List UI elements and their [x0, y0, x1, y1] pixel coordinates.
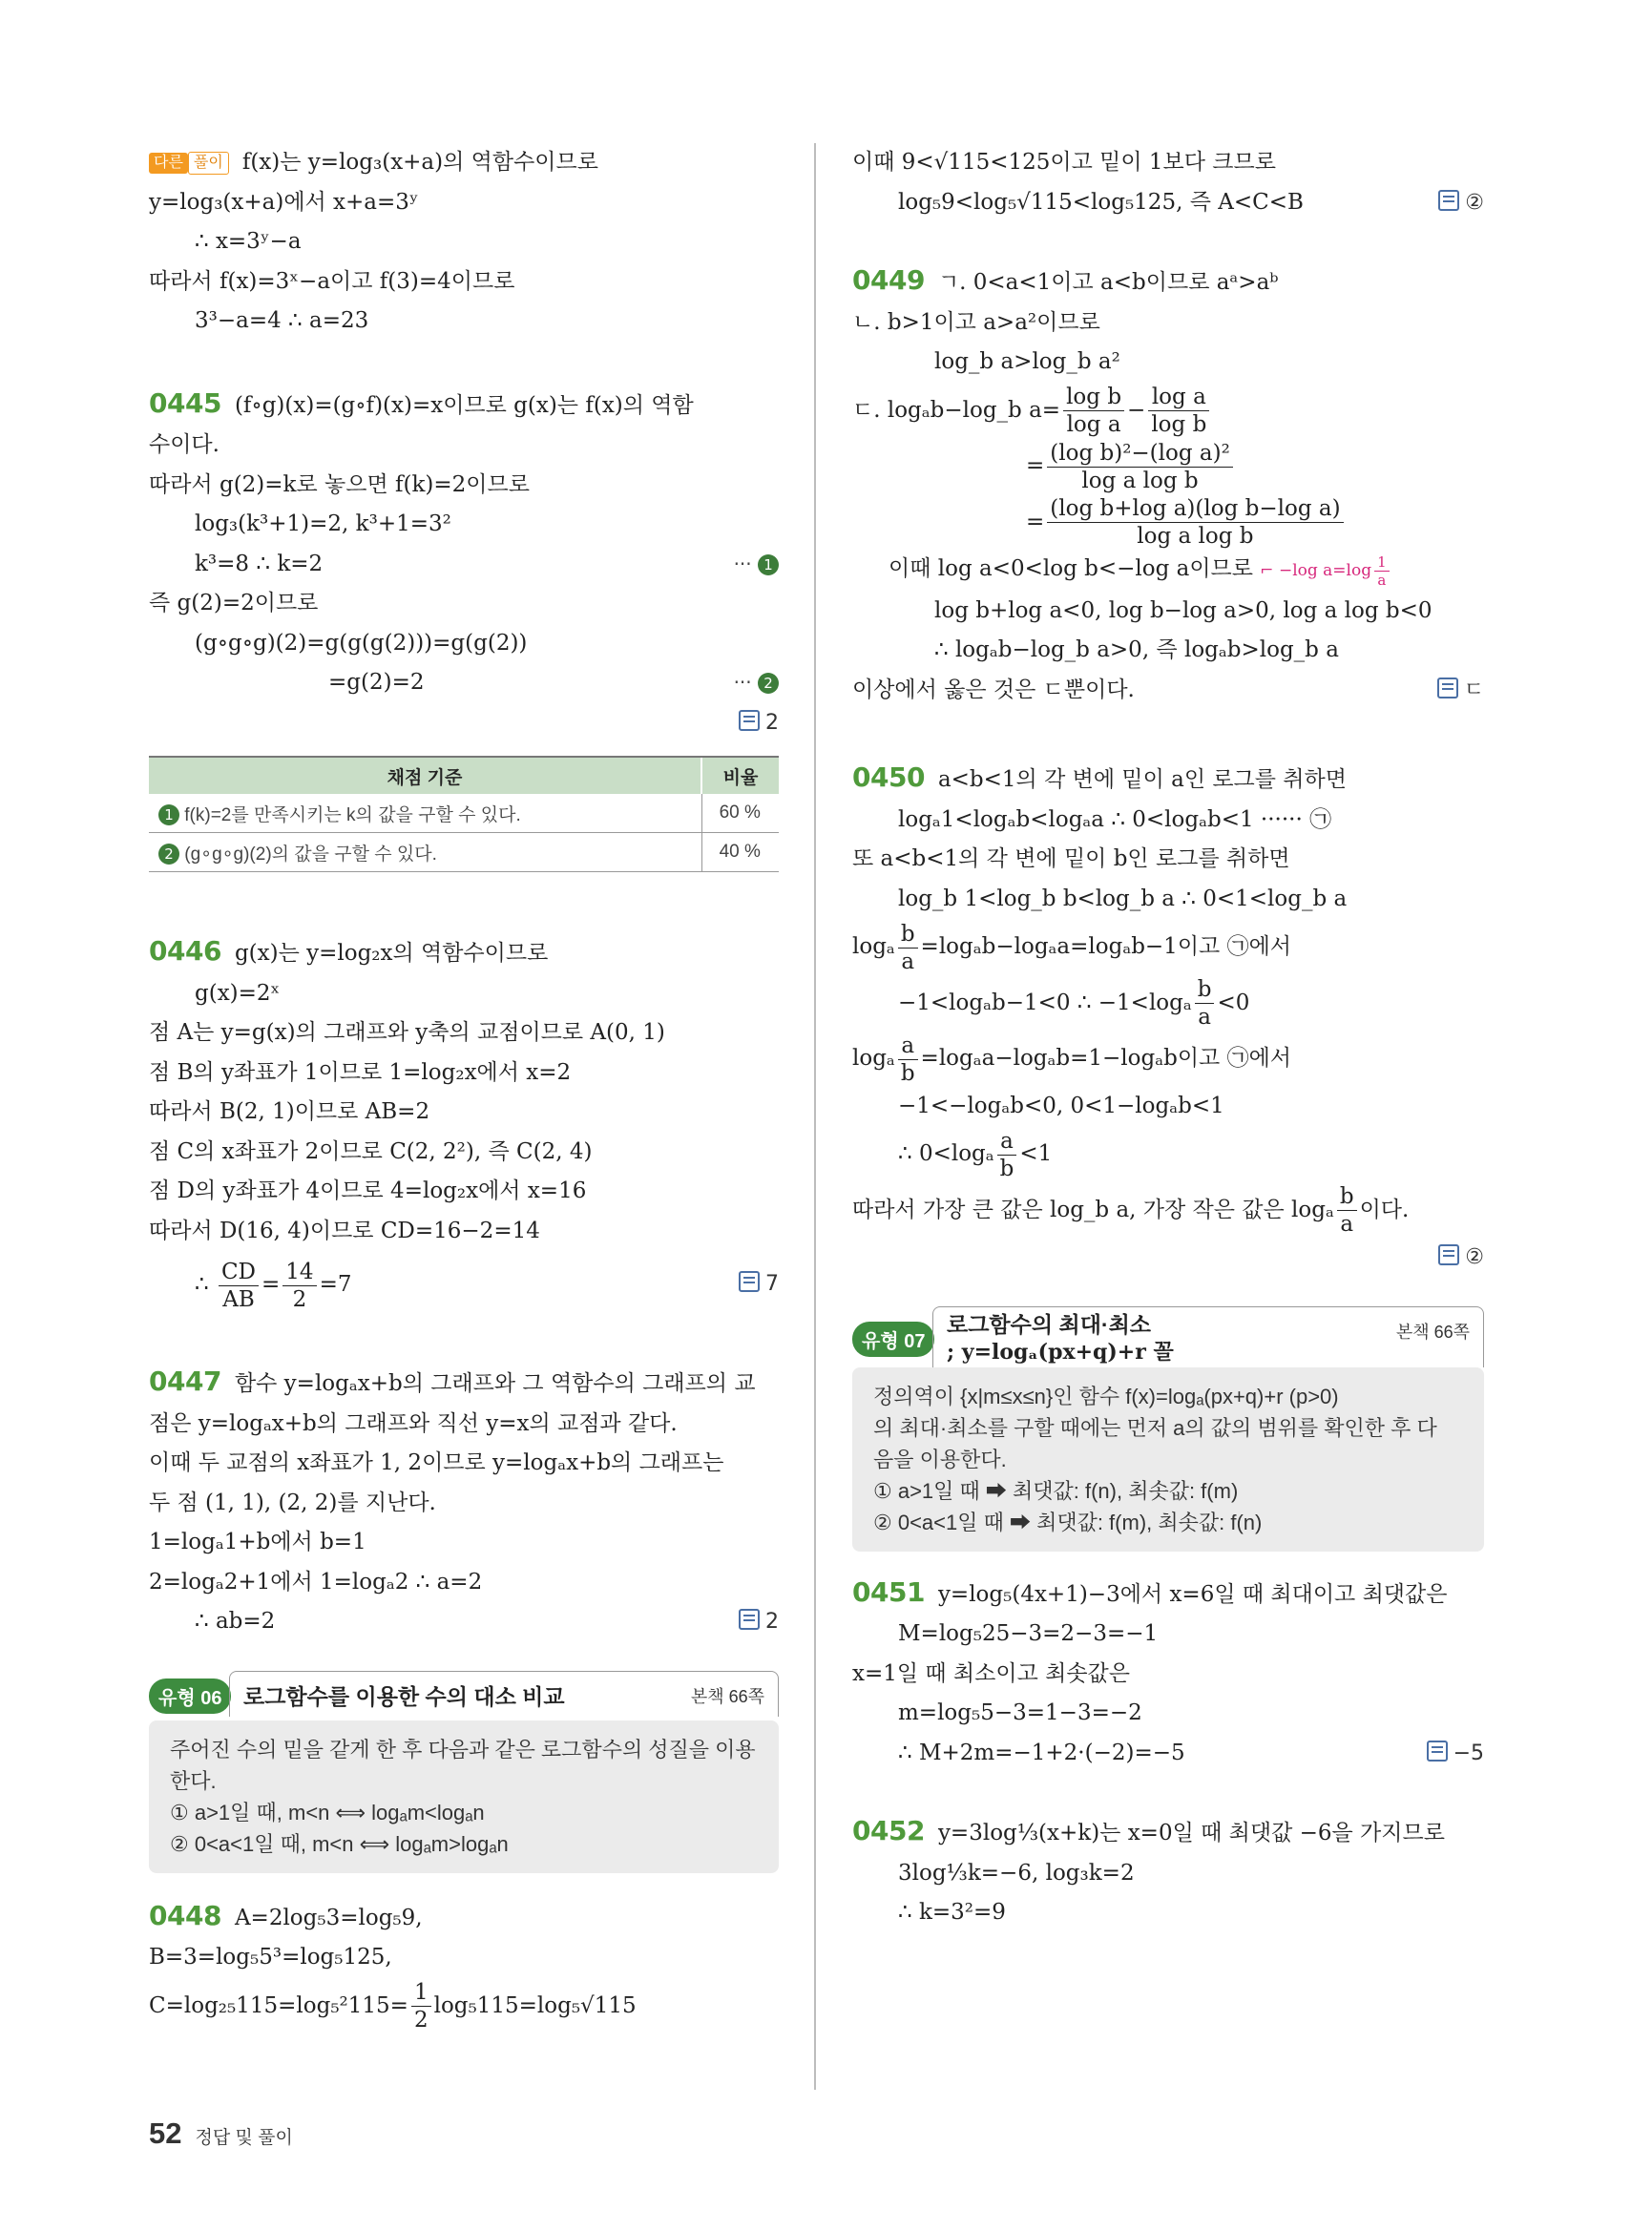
solution-line: 2=logₐ2+1에서 1=logₐ2 ∴ a=2: [149, 1569, 483, 1595]
solution-line: logₐ $\frac{b}{a}$ =logₐb−logₐa=logₐb−1이고 ㉠에서: [852, 921, 1292, 974]
type-07-summary: 정의역이 {x|m≤x≤n}인 함수 f(x)=logₐ(px+q)+r (p>0) 의 최대·최소를 구할 때에는 먼저 a의 값의 범위를 확인한 후 다 음을 이용한다. ① a>1일 때 ➡ 최댓값: f(n), 최솟값: f(m) ② 0<a<1일 때 ➡ 최댓값: f(m), 최솟값: f(n): [852, 1367, 1484, 1552]
solution-line: 따라서 가장 큰 값은 log_b a, 가장 작은 값은 logₐ $\frac{b}{a}$ 이다.: [852, 1184, 1410, 1237]
fraction: $\frac{\text{(log b+log a)(log b−log a)}}{\text{log a log b}}$: [1047, 495, 1343, 550]
problem-0447: 0447 함수 y=logₐx+b의 그래프와 그 역함수의 그래프의 교: [149, 1366, 756, 1397]
alt-tag: 다른: [149, 153, 188, 174]
type-pill: 유형 07: [852, 1322, 934, 1357]
solution-line: 3log⅓k=−6, log₃k=2: [898, 1860, 1135, 1886]
answer-icon: [739, 1271, 760, 1292]
problem-0450: 0450 a<b<1의 각 변에 밑이 a인 로그를 취하면: [852, 761, 1347, 793]
solution-line: log₅9<log₅√115<log₅125, 즉 A<C<B ②: [852, 183, 1484, 223]
score-header-ratio: 비율: [701, 757, 779, 794]
solution-line: 수이다.: [149, 432, 220, 457]
answer-icon: [1427, 1741, 1448, 1762]
answer-badge: 7: [739, 1251, 779, 1318]
step-marker-1: ··· 1: [734, 545, 779, 585]
solution-line: 점 D의 y좌표가 4이므로 4=log₂x에서 x=16: [149, 1178, 587, 1203]
solution-line: 점 C의 x좌표가 2이므로 C(2, 2²), 즉 C(2, 4): [149, 1138, 593, 1164]
type-06-header: [149, 1671, 779, 1720]
solution-line: 이때 두 교점의 x좌표가 1, 2이므로 y=logₐx+b의 그래프는: [149, 1450, 724, 1475]
right-column: [852, 143, 1484, 1933]
side-note: ⌐ −log a=log $\frac{1}{a}$: [1260, 561, 1391, 580]
solution-line: 점 B의 y좌표가 1이므로 1=log₂x에서 x=2: [149, 1059, 572, 1085]
problem-0449: 0449 ㄱ. 0<a<1이고 a<b이므로 aᵃ>aᵇ: [852, 264, 1279, 296]
type-06-summary: 주어진 수의 밑을 같게 한 후 다음과 같은 로그함수의 성질을 이용 한다. ① a>1일 때, m<n ⟺ logₐm<logₐn ② 0<a<1일 때, m<n ⟺ logₐm>logₐn: [149, 1720, 779, 1873]
solution-line: 점 A는 y=g(x)의 그래프와 y축의 교점이므로 A(0, 1): [149, 1020, 665, 1045]
fraction: $\frac{b}{a}$: [1337, 1183, 1357, 1238]
solution-line: ㄷ. logₐb−log_b a= $\frac{\text{log b}}{\text{log a}}$ − $\frac{\text{log a}}{\text{log b}}$: [852, 383, 1484, 439]
problem-number: 0452: [852, 1815, 925, 1846]
fraction: $\frac{b}{a}$: [1195, 976, 1215, 1031]
problem-number: 0447: [149, 1366, 221, 1397]
type-reference: 본책 66쪽: [1395, 1322, 1470, 1342]
answer-icon: [739, 1609, 760, 1630]
problem-0448: 0448 A=2log₅3=log₅9,: [149, 1899, 423, 1931]
page-footer: [149, 2116, 293, 2151]
solution-tag: 풀이: [188, 152, 229, 175]
solution-line: 또 a<b<1의 각 변에 밑이 b인 로그를 취하면: [852, 846, 1290, 871]
fraction: $\frac{CD}{AB}$: [219, 1259, 259, 1313]
solution-line: 따라서 B(2, 1)이므로 AB=2: [149, 1099, 430, 1124]
step-marker-2: ··· 2: [734, 663, 779, 703]
answer-badge: 2: [739, 703, 779, 743]
problem-number: 0446: [149, 935, 221, 967]
type-reference: 본책 66쪽: [690, 1686, 764, 1706]
solution-line: log_b a>log_b a²: [934, 349, 1120, 374]
alt-solution-line: 다른 풀이 f(x)는 y=log₃(x+a)의 역함수이므로: [149, 143, 779, 183]
solution-line: ∴ k=3²=9: [898, 1900, 1006, 1925]
solution-line: 두 점 (1, 1), (2, 2)를 지난다.: [149, 1490, 436, 1515]
answer-line: [852, 1238, 1484, 1278]
solution-line: k³=8 ∴ k=2 ··· 1: [149, 545, 779, 585]
problem-number: 0448: [149, 1899, 221, 1931]
solution-line: ㄴ. b>1이고 a>a²이므로: [852, 309, 1100, 335]
answer-icon: [739, 710, 760, 731]
solution-line: 이상에서 옳은 것은 ㄷ뿐이다. ㄷ: [852, 671, 1484, 711]
page-number: 52: [149, 2116, 182, 2150]
solution-line: = $\frac{\text{(log b)²−(log a)²}}{\text{log a log b}}$: [852, 438, 1484, 494]
solution-line: M=log₅25−3=2−3=−1: [898, 1621, 1159, 1646]
solution-line: x=1일 때 최소이고 최솟값은: [852, 1660, 1130, 1686]
problem-number: 0450: [852, 761, 925, 793]
solution-line: 따라서 D(16, 4)이므로 CD=16−2=14: [149, 1218, 540, 1243]
solution-line: g(x)=2ˣ: [195, 980, 281, 1006]
answer-line: [149, 703, 779, 743]
alt-line: ∴ x=3ʸ−a: [195, 229, 302, 254]
solution-line: =g(2)=2 ··· 2: [149, 663, 779, 703]
solution-line: log b+log a<0, log b−log a>0, log a log b<0: [934, 597, 1432, 623]
fraction: $\frac{a}{b}$: [997, 1128, 1017, 1182]
solution-line: C=log₂₅115=log₅²115= $\frac{1}{2}$ log₅115=log₅√115: [149, 1980, 637, 2033]
fraction: $\frac{\text{log a}}{\text{log b}}$: [1148, 384, 1209, 438]
solution-line: log₃(k³+1)=2, k³+1=3²: [195, 511, 451, 536]
answer-badge: −5: [1427, 1734, 1484, 1774]
solution-line: B=3=log₅5³=log₅125,: [149, 1945, 392, 1970]
column-divider: [814, 143, 816, 2090]
type-title: 로그함수를 이용한 수의 대소 비교 본책 66쪽: [229, 1671, 779, 1717]
answer-badge: ②: [1438, 1238, 1484, 1278]
solution-line: ∴ ab=2 2: [149, 1602, 779, 1642]
solution-line: 점은 y=logₐx+b의 그래프와 직선 y=x의 교점과 같다.: [149, 1410, 678, 1436]
problem-number: 0445: [149, 386, 221, 419]
solution-line: ∴ 0<logₐ $\frac{a}{b}$ <1: [898, 1128, 1053, 1181]
type-pill: 유형 06: [149, 1678, 231, 1714]
solution-line: 1=logₐ1+b에서 b=1: [149, 1530, 366, 1554]
score-header-criteria: 채점 기준: [149, 757, 701, 794]
problem-0452: 0452 y=3log⅓(x+k)는 x=0일 때 최댓값 −6을 가지므로: [852, 1815, 1445, 1846]
alt-line: y=log₃(x+a)에서 x+a=3ʸ: [149, 189, 419, 215]
fraction: $\frac{b}{a}$: [898, 921, 918, 975]
fraction: $\frac{\text{(log b)²−(log a)²}}{\text{log a log b}}$: [1047, 440, 1233, 494]
answer-icon: [1437, 678, 1458, 698]
problem-0446: 0446 g(x)는 y=log₂x의 역함수이므로: [149, 935, 549, 967]
answer-icon: [1438, 190, 1459, 211]
answer-badge: ㄷ: [1437, 671, 1484, 711]
type-title: 로그함수의 최대·최소 ; y=logₐ(px+q)+r 꼴 본책 66쪽: [932, 1306, 1484, 1367]
problem-0445: 0445 (f∘g)(x)=(g∘f)(x)=x이므로 g(x)는 f(x)의 역함: [149, 386, 694, 419]
solution-line: 따라서 g(2)=k로 놓으면 f(k)=2이므로: [149, 471, 530, 497]
solution-line: ∴ $\frac{CD}{AB}$ = $\frac{14}{2}$ =7 7: [149, 1251, 779, 1318]
solution-line: 이때 log a<0<log b<−log a이므로 ⌐ −log a=log $\frac{1}{a}$: [852, 550, 1484, 592]
score-row: 2 (g∘g∘g)(2)의 값을 구할 수 있다. 40 %: [149, 833, 779, 872]
solution-line: 즉 g(2)=2이므로: [149, 591, 319, 615]
answer-icon: [1438, 1244, 1459, 1265]
solution-line: −1<logₐb−1<0 ∴ −1<logₐ $\frac{b}{a}$ <0: [898, 977, 1250, 1030]
score-table: [149, 756, 779, 872]
solution-line: ∴ M+2m=−1+2·(−2)=−5 −5: [852, 1734, 1484, 1774]
problem-0451: 0451 y=log₅(4x+1)−3에서 x=6일 때 최대이고 최댓값은: [852, 1575, 1448, 1608]
solution-line: = $\frac{\text{(log b+log a)(log b−log a)}}{\text{log a log b}}$: [852, 494, 1484, 551]
footer-label: 정답 및 풀이: [195, 2128, 293, 2148]
solution-line: log_b 1<log_b b<log_b a ∴ 0<1<log_b a: [898, 886, 1348, 911]
solution-line: logₐ $\frac{a}{b}$ =logₐa−logₐb=1−logₐb이고 ㉠에서: [852, 1032, 1292, 1086]
solution-line: (g∘g∘g)(2)=g(g(g(2)))=g(g(2)): [195, 630, 528, 656]
fraction: $\frac{14}{2}$: [282, 1259, 316, 1313]
answer-badge: ②: [1438, 183, 1484, 223]
problem-number: 0449: [852, 264, 925, 296]
fraction: $\frac{a}{b}$: [898, 1032, 918, 1087]
score-row: 1 f(k)=2를 만족시키는 k의 값을 구할 수 있다. 60 %: [149, 794, 779, 833]
fraction: $\frac{\text{log b}}{\text{log a}}$: [1063, 384, 1124, 438]
alt-line: 3³−a=4 ∴ a=23: [195, 308, 369, 333]
fraction: $\frac{1}{2}$: [411, 1979, 431, 2033]
answer-badge: 2: [739, 1602, 779, 1642]
alt-line: 따라서 f(x)=3ˣ−a이고 f(3)=4이므로: [149, 268, 515, 294]
type-07-header: [852, 1306, 1484, 1367]
solution-line: m=log₅5−3=1−3=−2: [898, 1700, 1142, 1725]
problem-number: 0451: [852, 1575, 925, 1608]
solution-line: ∴ logₐb−log_b a>0, 즉 logₐb>log_b a: [934, 637, 1339, 662]
solution-line: −1<−logₐb<0, 0<1−logₐb<1: [898, 1093, 1224, 1118]
solution-line: 이때 9<√115<125이고 밑이 1보다 크므로: [852, 150, 1276, 175]
left-column: [149, 143, 779, 2033]
solution-line: logₐ1<logₐb<logₐa ∴ 0<logₐb<1 ······ ㉠: [898, 806, 1332, 832]
